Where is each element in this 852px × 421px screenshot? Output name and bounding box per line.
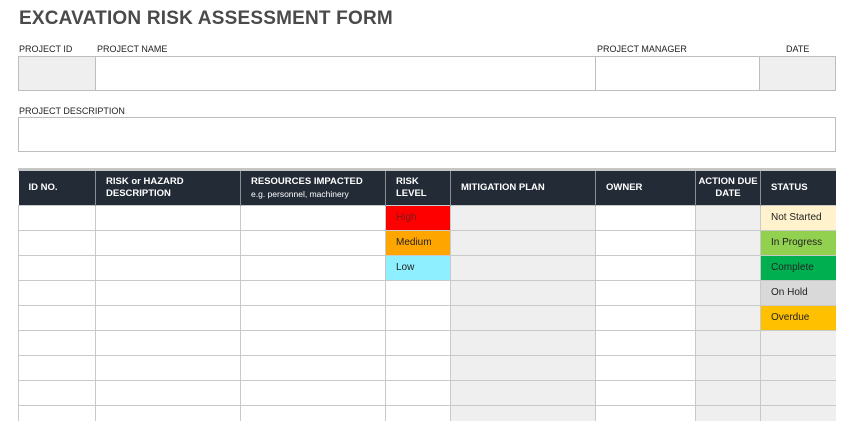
cell-resources[interactable] (241, 405, 386, 421)
cell-risk-description[interactable] (96, 280, 241, 305)
cell-resources[interactable] (241, 380, 386, 405)
cell-mitigation-plan[interactable] (451, 355, 596, 380)
date-label: DATE (786, 44, 810, 54)
project-manager-label: PROJECT MANAGER (597, 44, 687, 54)
cell-mitigation-plan[interactable] (451, 280, 596, 305)
cell-action-due-date[interactable] (696, 355, 761, 380)
cell-id[interactable] (19, 405, 96, 421)
cell-risk-level[interactable] (386, 330, 451, 355)
header-risk-level: RISK LEVEL (386, 171, 451, 205)
cell-owner[interactable] (596, 255, 696, 280)
cell-id[interactable] (19, 380, 96, 405)
project-manager-field[interactable] (595, 56, 760, 91)
cell-id[interactable] (19, 205, 96, 230)
project-name-field[interactable] (95, 56, 596, 91)
cell-mitigation-plan[interactable] (451, 380, 596, 405)
cell-owner[interactable] (596, 355, 696, 380)
cell-id[interactable] (19, 305, 96, 330)
cell-status[interactable]: On Hold (761, 280, 837, 305)
cell-mitigation-plan[interactable] (451, 305, 596, 330)
cell-mitigation-plan[interactable] (451, 330, 596, 355)
cell-status[interactable]: In Progress (761, 230, 837, 255)
cell-risk-description[interactable] (96, 305, 241, 330)
cell-status[interactable] (761, 405, 837, 421)
header-owner: OWNER (596, 171, 696, 205)
cell-risk-level[interactable]: Low (386, 255, 451, 280)
cell-risk-level[interactable] (386, 355, 451, 380)
cell-status[interactable]: Not Started (761, 205, 837, 230)
cell-action-due-date[interactable] (696, 255, 761, 280)
project-id-label: PROJECT ID (19, 44, 73, 54)
cell-risk-level[interactable] (386, 305, 451, 330)
cell-mitigation-plan[interactable] (451, 230, 596, 255)
header-resources-subtitle: e.g. personnel, machinery (251, 188, 349, 199)
cell-status[interactable] (761, 330, 837, 355)
cell-owner[interactable] (596, 305, 696, 330)
project-name-label: PROJECT NAME (97, 44, 168, 54)
date-field[interactable] (759, 56, 836, 91)
cell-action-due-date[interactable] (696, 330, 761, 355)
cell-action-due-date[interactable] (696, 380, 761, 405)
cell-action-due-date[interactable] (696, 280, 761, 305)
table-row (19, 380, 837, 405)
header-status: STATUS (761, 171, 837, 205)
table-row (19, 230, 837, 255)
project-description-field[interactable] (18, 117, 836, 152)
header-resources (241, 171, 386, 205)
cell-action-due-date[interactable] (696, 405, 761, 421)
table-header-row (19, 171, 837, 205)
cell-risk-level[interactable] (386, 405, 451, 421)
cell-risk-level[interactable]: High (386, 205, 451, 230)
header-id: ID NO. (19, 171, 96, 205)
risk-table-container (18, 168, 836, 421)
cell-owner[interactable] (596, 230, 696, 255)
table-row (19, 305, 837, 330)
cell-id[interactable] (19, 330, 96, 355)
cell-resources[interactable] (241, 280, 386, 305)
cell-status[interactable]: Complete (761, 255, 837, 280)
table-row (19, 255, 837, 280)
cell-status[interactable] (761, 380, 837, 405)
cell-owner[interactable] (596, 330, 696, 355)
cell-status[interactable]: Overdue (761, 305, 837, 330)
cell-resources[interactable] (241, 205, 386, 230)
header-resources-title: RESOURCES IMPACTED (251, 175, 363, 187)
cell-risk-level[interactable] (386, 280, 451, 305)
cell-risk-description[interactable] (96, 355, 241, 380)
cell-resources[interactable] (241, 255, 386, 280)
cell-risk-description[interactable] (96, 205, 241, 230)
risk-table (18, 171, 836, 421)
table-body (19, 205, 837, 421)
cell-resources[interactable] (241, 330, 386, 355)
cell-mitigation-plan[interactable] (451, 205, 596, 230)
cell-id[interactable] (19, 230, 96, 255)
cell-id[interactable] (19, 355, 96, 380)
header-action-due-date: ACTION DUE DATE (696, 171, 761, 205)
cell-risk-description[interactable] (96, 380, 241, 405)
cell-action-due-date[interactable] (696, 205, 761, 230)
table-row (19, 280, 837, 305)
cell-owner[interactable] (596, 205, 696, 230)
cell-id[interactable] (19, 280, 96, 305)
cell-owner[interactable] (596, 380, 696, 405)
table-row (19, 205, 837, 230)
cell-risk-level[interactable]: Medium (386, 230, 451, 255)
cell-mitigation-plan[interactable] (451, 255, 596, 280)
project-id-field[interactable] (18, 56, 96, 91)
project-description-label: PROJECT DESCRIPTION (19, 106, 125, 116)
cell-risk-description[interactable] (96, 255, 241, 280)
cell-resources[interactable] (241, 305, 386, 330)
form-title: EXCAVATION RISK ASSESSMENT FORM (19, 8, 393, 29)
table-row (19, 355, 837, 380)
header-mitigation-plan: MITIGATION PLAN (451, 171, 596, 205)
cell-risk-description[interactable] (96, 230, 241, 255)
table-row (19, 330, 837, 355)
cell-risk-level[interactable] (386, 380, 451, 405)
cell-id[interactable] (19, 255, 96, 280)
cell-action-due-date[interactable] (696, 230, 761, 255)
cell-risk-description[interactable] (96, 330, 241, 355)
cell-owner[interactable] (596, 280, 696, 305)
cell-resources[interactable] (241, 230, 386, 255)
header-risk-description: RISK or HAZARD DESCRIPTION (96, 171, 241, 205)
cell-resources[interactable] (241, 355, 386, 380)
cell-owner[interactable] (596, 405, 696, 421)
table-row (19, 405, 837, 421)
cell-status[interactable] (761, 355, 837, 380)
cell-action-due-date[interactable] (696, 305, 761, 330)
cell-mitigation-plan[interactable] (451, 405, 596, 421)
cell-risk-description[interactable] (96, 405, 241, 421)
